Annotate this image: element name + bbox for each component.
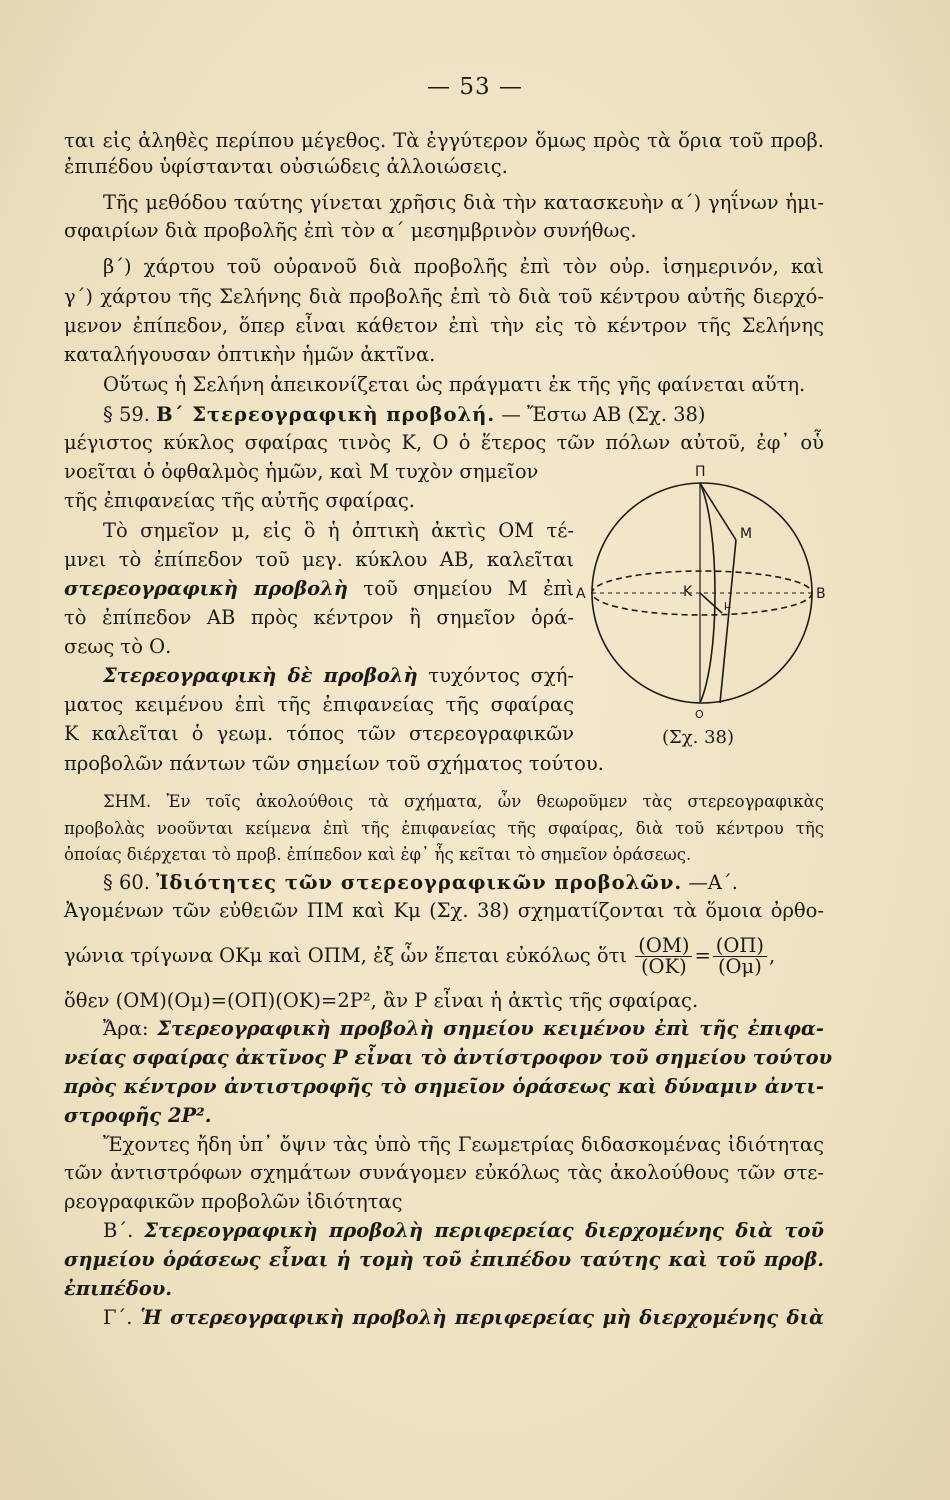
text-line: καταλήγουσαν ὀπτικὴν ἡμῶν ἀκτῖνα. — [64, 343, 436, 366]
section-heading: Ἰδιότητες τῶν στερεογραφικῶν προβολῶν. — [156, 871, 683, 894]
section-59-heading-line — [103, 402, 824, 428]
section-intro: —Α΄. — [688, 871, 738, 894]
text-line: νοεῖται ὁ ὀφθαλμὸς ἡμῶν, καὶ Μ τυχὸν σημεῖον — [64, 460, 539, 483]
label-mu: μ — [724, 598, 731, 611]
text-line: μενον ἐπίπεδον, ὅπερ εἶναι κάθετον ἐπὶ τὴν εἰς τὸ κέντρον τῆς Σελήνης — [64, 314, 824, 337]
text-line: σεως τὸ Ο. — [64, 635, 172, 658]
section-heading: Β΄ Στερεογραφικὴ προβολή. — [156, 403, 496, 426]
emphasis-term: Στερεογραφικὴ δὲ προβολὴ — [103, 664, 418, 687]
text-line: τῶν ἀντιστρόφων σχημάτων συνάγομεν εὐκόλως τὰς ἀκολούθους τῶν στε- — [64, 1161, 824, 1184]
text-line: ματος κειμένου ἐπὶ τῆς ἐπιφανείας τῆς σφαίρας — [64, 693, 574, 716]
text-line: Τὸ σημεῖον μ, εἰς ὃ ἡ ὀπτικὴ ἀκτὶς ΟΜ τέ- — [103, 519, 574, 542]
label-m: Μ — [740, 526, 753, 542]
emphasis-term: στερεογραφικὴ προβολὴ — [64, 577, 348, 600]
theorem-line: πρὸς κέντρον ἀντιστροφῆς τὸ σημεῖον ὁράσεως καὶ δύναμιν ἀντι- — [64, 1075, 824, 1098]
text-line: προβολῶν πάντων τῶν σημείων τοῦ σχήματος τούτου. — [64, 752, 604, 775]
text-line: Στερεογραφικὴ δὲ προβολὴ τυχόντος σχή- — [103, 664, 574, 687]
section-60-heading-line — [103, 870, 824, 896]
text-line: Ἀγομένων τῶν εὐθειῶν ΠΜ καὶ Κμ (Σχ. 38) σχηματίζονται τὰ ὅμοια ὀρθο- — [64, 899, 824, 922]
section-number: § 60. — [103, 871, 150, 894]
label-b: Β — [816, 586, 826, 602]
text-line: Ἔχοντες ἤδη ὑπ᾽ ὄψιν τὰς ὑπὸ τῆς Γεωμετρίας διδασκομένας ἰδιότητας — [103, 1133, 824, 1156]
text-line: ρεογραφικῶν προβολῶν ἰδιότητας — [64, 1190, 403, 1213]
text-line: ὅθεν (ΟΜ)(Ομ)=(ΟΠ)(ΟΚ)=2Ρ², ἂν Ρ εἶναι ἡ ἀκτὶς τῆς σφαίρας. — [64, 989, 699, 1012]
theorem-line: στροφῆς 2Ρ². — [64, 1104, 212, 1127]
note-line: προβολὰς νοοῦνται κείμενα ἐπὶ τῆς ἐπιφανείας τῆς σφαίρας, διὰ τοῦ κέντρου τῆς — [64, 819, 824, 838]
label-p: Π — [695, 464, 706, 480]
text-line: τῆς ἐπιφανείας τῆς αὐτῆς σφαίρας. — [64, 489, 415, 512]
note-line: ΣΗΜ. Ἐν τοῖς ἀκολούθοις τὰ σχήματα, ὧν θεωροῦμεν τὰς στερεογραφικὰς — [103, 792, 824, 811]
text-line: ται εἰς ἀληθὲς περίπου μέγεθος. Τὰ ἐγγύτερον ὅμως πρὸς τὰ ὅρια τοῦ προβ. — [64, 129, 824, 152]
text-line: στερεογραφικὴ προβολὴ τοῦ σημείου Μ ἐπὶ — [64, 577, 574, 600]
property-b-line: σημείου ὁράσεως εἶναι ἡ τομὴ τοῦ ἐπιπέδου ταύτης καὶ τοῦ προβ. — [64, 1248, 824, 1271]
property-label: Β΄. — [103, 1219, 134, 1242]
line-pm — [700, 483, 736, 540]
label-k: Κ — [683, 584, 693, 600]
note-line: ὁποίας διέρχεται τὸ προβ. ἐπίπεδον καὶ ἐφ᾽ ἧς κεῖται τὸ σημεῖον ὁράσεως. — [64, 845, 692, 864]
theorem-line: νείας σφαίρας ἀκτῖνος Ρ εἶναι τὸ ἀντίστροφον τοῦ σημείου τούτου — [64, 1046, 833, 1069]
text-line: τὸ ἐπίπεδον ΑΒ πρὸς κέντρον ἢ σημεῖον ὁρά- — [64, 606, 574, 629]
line-k-mu — [700, 593, 722, 613]
property-b-line: Β΄. Στερεογραφικὴ προβολὴ περιφερείας διερχομένης διὰ τοῦ — [103, 1219, 824, 1242]
property-b-line: ἐπιπέδου. — [64, 1277, 173, 1300]
section-intro: — Ἔστω ΑΒ (Σχ. 38) — [501, 403, 706, 426]
fraction: $\frac{(OM)}{(OK)}$ — [635, 936, 692, 977]
text-line: γ΄) χάρτου τῆς Σελήνης διὰ προβολῆς ἐπὶ τὸ διὰ τοῦ κέντρου αὐτῆς διερχό- — [64, 285, 824, 308]
text-line-with-fraction: γώνια τρίγωνα ΟΚμ καὶ ΟΠΜ, ἐξ ὧν ἕπεται εὐκόλως ὅτι $\frac{(OM)}{(OK)}$ = $\frac{(O\Pi)}{(O\mu)}$ , — [64, 934, 776, 978]
text-line: μνει τὸ ἐπίπεδον τοῦ μεγ. κύκλου ΑΒ, καλεῖται — [64, 548, 574, 571]
figure-caption: (Σχ. 38) — [662, 727, 735, 748]
text-line: Τῆς μεθόδου ταύτης γίνεται χρῆσις διὰ τὴν κατασκευὴν α΄) γηΐνων ἡμι- — [103, 191, 824, 214]
line-om — [720, 540, 736, 703]
page-number: — 53 — — [427, 74, 523, 100]
text-line: ἐπιπέδου ὑφίστανται οὐσιώδεις ἀλλοιώσεις. — [64, 155, 508, 178]
text-line: Οὕτως ἡ Σελήνη ἀπεικονίζεται ὡς πράγματι ἐκ τῆς γῆς φαίνεται αὕτη. — [103, 373, 806, 396]
label-o: Ο — [695, 708, 704, 721]
text-line: Κ καλεῖται ὁ γεωμ. τόπος τῶν στερεογραφικῶν — [64, 722, 574, 745]
theorem-line: Ἄρα: Στερεογραφικὴ προβολὴ σημείου κειμένου ἐπὶ τῆς ἐπιφα- — [103, 1017, 824, 1040]
section-number: § 59. — [103, 403, 150, 426]
fraction: $\frac{(O\Pi)}{(O\mu)}$ — [713, 936, 767, 977]
property-label: Γ΄. — [103, 1306, 133, 1329]
label-a: Α — [576, 586, 586, 602]
property-g-line: Γ΄. Ἡ στερεογραφικὴ προβολὴ περιφερείας μὴ διερχομένης διὰ — [103, 1306, 824, 1329]
text-line: σφαιρίων διὰ προβολῆς ἐπὶ τὸν α΄ μεσημβρινὸν συνήθως. — [64, 219, 637, 242]
text-line: β΄) χάρτου τοῦ οὐρανοῦ διὰ προβολῆς ἐπὶ τὸν οὐρ. ἰσημερινόν, καὶ — [103, 255, 824, 278]
text-line: μέγιστος κύκλος σφαίρας τινὸς Κ, Ο ὁ ἕτερος τῶν πόλων αὐτοῦ, ἐφ᾽ οὗ — [64, 431, 824, 454]
figure-38-sphere-diagram — [570, 458, 840, 728]
